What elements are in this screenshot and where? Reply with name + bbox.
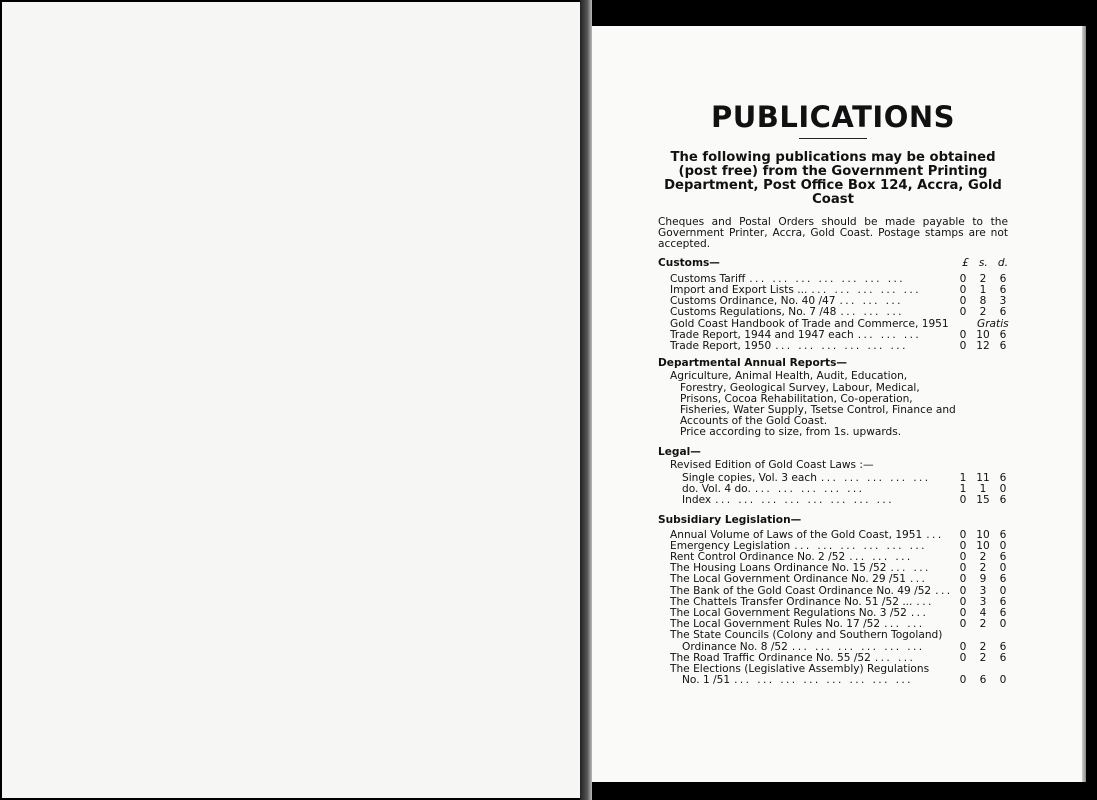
price-pounds: 0 (959, 528, 967, 541)
price-pounds: 0 (959, 618, 967, 631)
page-edge (1082, 26, 1086, 782)
price-pence: 0 (999, 483, 1007, 496)
leader-dots: ... ... (874, 652, 916, 664)
leader-dots: ... ... ... ... ... ... ... (749, 273, 906, 285)
price-pounds: 0 (959, 573, 967, 586)
price-pence: 6 (999, 306, 1007, 319)
currency-headers (962, 258, 1008, 269)
publication-title: Customs Tariff (670, 272, 746, 285)
price-pounds: 0 (959, 584, 967, 597)
publication-title: The Road Traffic Ordinance No. 55 /52 (670, 651, 871, 664)
publication-title: do. Vol. 4 do. (682, 483, 751, 496)
payment-note: Cheques and Postal Orders should be made payable to the Government Printer, Accra, Gold Coast. Postage stamps are not accepted. (658, 216, 1008, 251)
price-shillings: 11 (976, 471, 990, 484)
price-pence: 3 (999, 295, 1007, 308)
price (952, 574, 1008, 585)
publication-title: The State Councils (Colony and Southern Togoland) (670, 629, 943, 642)
departmental-section (658, 358, 1008, 438)
price-shillings: 2 (979, 640, 987, 653)
publication-title: The Housing Loans Ordinance No. 15 /52 (670, 562, 887, 575)
leader-dots: ... ... ... ... ... ... ... ... (734, 675, 913, 687)
leader-dots: ... ... ... ... ... (811, 285, 921, 296)
leader-dots: ... ... ... ... ... (754, 484, 865, 496)
publication-row (658, 675, 1008, 686)
pence-header: d. (997, 256, 1008, 269)
price-shillings: 3 (979, 584, 987, 597)
price-pounds: 0 (959, 651, 967, 664)
leader-dots: ... ... (884, 619, 925, 631)
price-shillings: 3 (979, 595, 987, 608)
price-pounds: 0 (959, 607, 967, 620)
price-pence: 6 (999, 471, 1007, 484)
publication-title: Customs Regulations, No. 7 /48 (670, 306, 837, 319)
price-pence: 6 (999, 339, 1007, 352)
leader-dots: ... ... ... (849, 552, 913, 564)
page-title: PUBLICATIONS (710, 100, 956, 134)
price-shillings: 2 (979, 618, 987, 631)
price-pence: 6 (999, 640, 1007, 653)
price-shillings: 4 (979, 607, 987, 620)
publication-title: The Local Government Rules No. 17 /52 (670, 618, 881, 631)
price-pounds: 0 (959, 551, 967, 564)
subsidiary-section (658, 515, 1008, 687)
price-pence: 0 (999, 539, 1007, 552)
price (952, 675, 1008, 686)
customs-list (658, 274, 1008, 352)
price (952, 307, 1008, 318)
subsidiary-list (658, 530, 1008, 687)
leader-dots: ... (935, 585, 952, 597)
price-pounds: 0 (959, 674, 967, 687)
leader-dots: ... ... ... (840, 307, 904, 319)
price-shillings: 6 (979, 674, 987, 687)
leader-dots: ... ... ... ... ... ... (791, 641, 925, 653)
price-pounds: 0 (959, 306, 967, 319)
price-pence: 6 (999, 595, 1007, 608)
price-pence: 6 (999, 573, 1007, 586)
publication-title: Import and Export Lists ... (670, 284, 808, 296)
publication-title: The Local Government Regulations No. 3 /52 (670, 607, 907, 620)
price-pounds: 0 (959, 562, 967, 575)
price-pence: 6 (999, 607, 1007, 620)
price-shillings: 2 (979, 651, 987, 664)
report-line: Price according to size, from 1s. upwards. (680, 426, 902, 439)
report-line: Accounts of the Gold Coast. (680, 415, 828, 428)
departmental-text (658, 371, 1008, 438)
publication-row (658, 630, 1008, 641)
price-pounds: 1 (959, 483, 967, 496)
price-pence: 6 (999, 551, 1007, 564)
publication-title: The Elections (Legislative Assembly) Regulations (670, 662, 930, 675)
leader-dots: ... ... ... ... ... ... (794, 540, 927, 552)
price (952, 619, 1008, 630)
report-line: Prisons, Cocoa Rehabilitation, Co-operation, (680, 392, 913, 405)
legal-title: Legal— (658, 445, 701, 458)
price-shillings: 8 (979, 295, 987, 308)
price-shillings: 2 (979, 272, 987, 285)
price (952, 341, 1008, 352)
publication-title: The Bank of the Gold Coast Ordinance No. 49 /52 (670, 584, 932, 597)
publication-title: Gold Coast Handbook of Trade and Commerce, 1951 (670, 317, 949, 330)
leader-dots: ... ... ... ... ... ... ... ... (715, 495, 894, 507)
publication-title: Ordinance No. 8 /52 (682, 640, 788, 653)
leader-dots: ... ... ... (857, 329, 922, 341)
publication-title: The Local Government Ordinance No. 29 /51 (670, 573, 906, 586)
customs-header (658, 258, 1008, 269)
price-pence: 0 (999, 584, 1007, 597)
price-pounds: 0 (959, 494, 967, 507)
legal-section (658, 447, 1008, 507)
price-pounds: 1 (959, 471, 967, 484)
price-pounds: 0 (959, 328, 967, 341)
leader-dots: ... (910, 608, 929, 620)
leader-dots: ... (926, 529, 944, 541)
book-gutter (580, 0, 592, 800)
price-shillings: 10 (976, 528, 990, 541)
publication-title: Customs Ordinance, No. 40 /47 (670, 295, 836, 308)
report-line: Forestry, Geological Survey, Labour, Medical, (680, 381, 920, 394)
leader-dots: ... (910, 574, 928, 586)
price-pence: 6 (999, 651, 1007, 664)
publication-title: Single copies, Vol. 3 each (682, 471, 817, 484)
publication-row (658, 574, 1008, 585)
price-pence: 0 (999, 674, 1007, 687)
publication-title: No. 1 /51 (682, 674, 731, 687)
price-shillings: 2 (979, 562, 987, 575)
price (952, 495, 1008, 506)
price-shillings: 15 (976, 494, 990, 507)
shillings-header: s. (978, 256, 988, 269)
subsidiary-title: Subsidiary Legislation— (658, 513, 802, 526)
publication-row (658, 495, 1008, 506)
price-pence: 6 (999, 272, 1007, 285)
price-pence: 0 (999, 618, 1007, 631)
price-gratis: Gratis (976, 317, 1009, 330)
price-shillings: 2 (979, 551, 987, 564)
customs-title: Customs— (658, 256, 720, 269)
price-shillings: 1 (979, 483, 987, 496)
subsidiary-header (658, 515, 1008, 526)
price-shillings: 10 (976, 539, 990, 552)
price-pounds: 0 (959, 595, 967, 608)
publication-title: Annual Volume of Laws of the Gold Coast, 1951 (670, 528, 923, 541)
publication-row (658, 341, 1008, 352)
publication-title: Rent Control Ordinance No. 2 /52 (670, 551, 846, 564)
report-line: Agriculture, Animal Health, Audit, Education, (670, 370, 908, 383)
price-pence: 6 (999, 284, 1007, 296)
customs-section (658, 258, 1008, 353)
report-line: Fisheries, Water Supply, Tsetse Control, Finance and (680, 403, 956, 416)
publication-row (658, 307, 1008, 318)
publication-title: The Chattels Transfer Ordinance No. 51 /52 ... (670, 595, 913, 608)
publication-title: Index (682, 494, 712, 507)
price-pence: 6 (999, 328, 1007, 341)
price-pounds: 0 (959, 339, 967, 352)
legal-subtitle: Revised Edition of Gold Coast Laws :— (670, 458, 874, 471)
leader-dots: ... ... ... ... ... ... (775, 340, 908, 352)
departmental-header (658, 358, 1008, 369)
legal-header (658, 447, 1008, 458)
title-rule (799, 138, 867, 139)
departmental-title: Departmental Annual Reports— (658, 357, 847, 370)
blank-left-page (2, 2, 580, 798)
legal-list (658, 473, 1008, 507)
price-pence: 6 (999, 494, 1007, 507)
price-shillings: 10 (976, 328, 990, 341)
publication-title: Emergency Legislation (670, 539, 791, 552)
price-shillings: 12 (976, 339, 990, 352)
price-pence: 6 (999, 528, 1007, 541)
leader-dots: ... ... ... (839, 296, 903, 308)
price-shillings: 2 (979, 306, 987, 319)
leader-dots: ... ... (890, 563, 931, 575)
publication-title: Trade Report, 1944 and 1947 each (670, 328, 854, 341)
publication-title: Trade Report, 1950 (670, 339, 772, 352)
price (952, 653, 1008, 664)
price-pounds: 0 (959, 295, 967, 308)
leader-dots: ... ... ... ... ... (820, 472, 931, 484)
price-shillings: 1 (979, 284, 987, 296)
price-pounds: 0 (959, 539, 967, 552)
publications-content (658, 100, 1008, 686)
price-pounds: 0 (959, 284, 967, 296)
price-pounds: 0 (959, 640, 967, 653)
price-pounds: 0 (959, 272, 967, 285)
price-shillings: 9 (979, 573, 987, 586)
intro-text: The following publications may be obtained (post free) from the Government Printing Department, Post Office Box 124, Accra, Gold Coast (664, 150, 1002, 207)
leader-dots: ... (916, 596, 934, 608)
price-pence: 0 (999, 562, 1007, 575)
pounds-header: £ (962, 256, 969, 269)
